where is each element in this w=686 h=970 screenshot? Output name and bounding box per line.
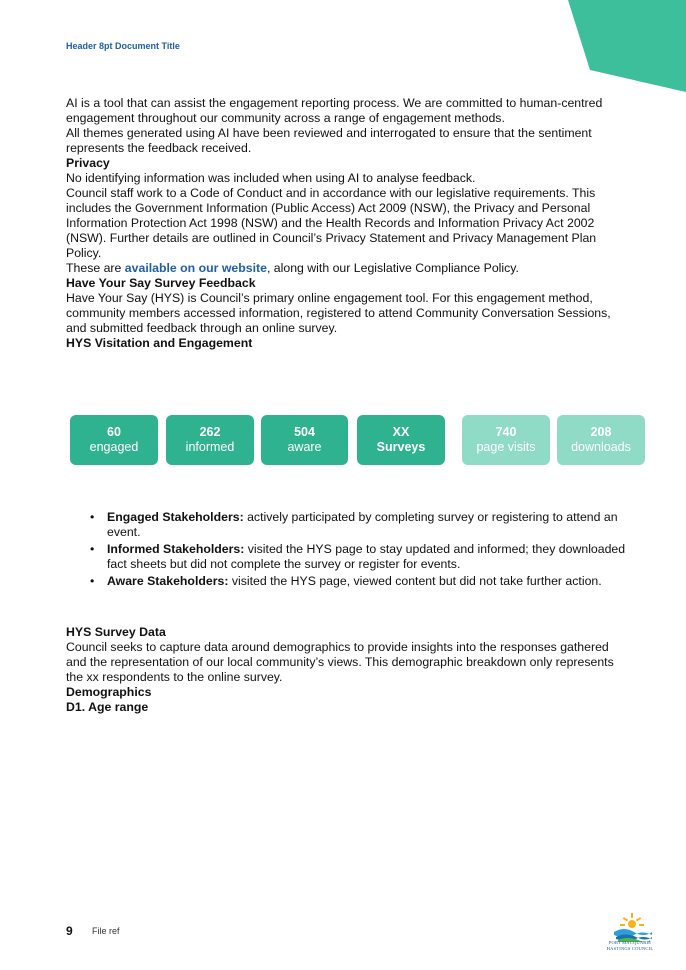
stat-label: aware xyxy=(287,440,322,454)
header-corner-shape xyxy=(568,0,686,92)
stat-label: page visits xyxy=(476,440,536,454)
stat-value: 504 xyxy=(294,425,315,439)
survey-data-heading: HYS Survey Data xyxy=(66,625,166,639)
stat-engaged xyxy=(70,415,158,465)
survey-data-section xyxy=(66,625,626,715)
bullet-term: Aware Stakeholders: xyxy=(107,574,229,588)
privacy-text-before-link: These are xyxy=(66,261,125,275)
website-link[interactable]: available on our website xyxy=(124,261,267,275)
bullet-term: Engaged Stakeholders: xyxy=(107,510,244,524)
logo-line-1: PORT MACQUARIE xyxy=(608,940,652,945)
stat-label: downloads xyxy=(571,440,631,454)
privacy-paragraph-2: Council staff work to a Code of Conduct and in accordance with our legislative requirements. This includes the Government Information (Public Access) Act 2009 (NSW), the Privacy and Personal Information Protection Act 1998 (NSW) and the Health Records and Information Privacy Act 2002 (NSW). Further details are outlined in Council’s Privacy Statement and Privacy Management Plan Policy. xyxy=(66,186,597,260)
list-item xyxy=(90,510,630,540)
stat-label: Surveys xyxy=(376,440,426,454)
hys-feedback-heading: Have Your Say Survey Feedback xyxy=(66,276,256,290)
stakeholder-definitions-list xyxy=(90,510,630,591)
council-logo-text xyxy=(596,940,664,951)
privacy-paragraph-1: No identifying information was included when using AI to analyse feedback. xyxy=(66,171,476,185)
privacy-text-after-link: , along with our Legislative Compliance Policy. xyxy=(266,261,519,275)
stat-value: 740 xyxy=(495,425,517,439)
demographics-heading: Demographics xyxy=(66,685,152,699)
stat-aware xyxy=(261,415,348,465)
stat-value: XX xyxy=(392,425,410,439)
bullet-text: actively participated by completing survey or registering to attend an event. xyxy=(107,510,618,539)
bullet-text: visited the HYS page, viewed content but did not take further action. xyxy=(228,574,602,588)
visitation-heading: HYS Visitation and Engagement xyxy=(66,336,253,350)
privacy-heading: Privacy xyxy=(66,156,110,170)
stat-label: engaged xyxy=(89,440,139,454)
stat-informed xyxy=(166,415,254,465)
stat-value: 60 xyxy=(107,425,121,439)
list-item xyxy=(90,542,630,572)
engagement-stats xyxy=(70,415,646,465)
age-range-heading: D1. Age range xyxy=(66,700,149,714)
stat-downloads xyxy=(557,415,645,465)
stat-surveys xyxy=(357,415,445,465)
page-number: 9 xyxy=(66,924,73,938)
bullet-term: Informed Stakeholders: xyxy=(107,542,245,556)
header-document-title: Header 8pt Document Title xyxy=(66,41,180,51)
hys-feedback-paragraph: Have Your Say (HYS) is Council’s primary online engagement tool. For this engagement method, community members accessed information, registered to attend Community Conversation Sessions, and submitted feedback through an online survey. xyxy=(66,291,611,335)
survey-data-paragraph: Council seeks to capture data around demographics to provide insights into the responses gathered and the representation of our local community’s views. This demographic breakdown only represents the xx respondents to the online survey. xyxy=(66,640,614,684)
file-ref: File ref xyxy=(92,926,120,936)
logo-line-2: HASTINGS COUNCIL xyxy=(606,945,654,951)
privacy-paragraph-3 xyxy=(66,261,626,276)
stat-label: informed xyxy=(185,440,235,454)
stat-page-visits xyxy=(462,415,550,465)
intro-paragraph-1: AI is a tool that can assist the engagement reporting process. We are committed to human-centred engagement throughout our community across a range of engagement methods. xyxy=(66,96,603,125)
intro-paragraph-2: All themes generated using AI have been reviewed and interrogated to ensure that the sentiment represents the feedback received. xyxy=(66,126,592,155)
bullet-text: visited the HYS page to stay updated and informed; they downloaded fact sheets but did not complete the survey or register for events. xyxy=(107,542,626,571)
stat-value: 262 xyxy=(199,425,221,439)
main-content xyxy=(66,96,626,351)
stat-value: 208 xyxy=(590,425,612,439)
list-item xyxy=(90,574,630,589)
